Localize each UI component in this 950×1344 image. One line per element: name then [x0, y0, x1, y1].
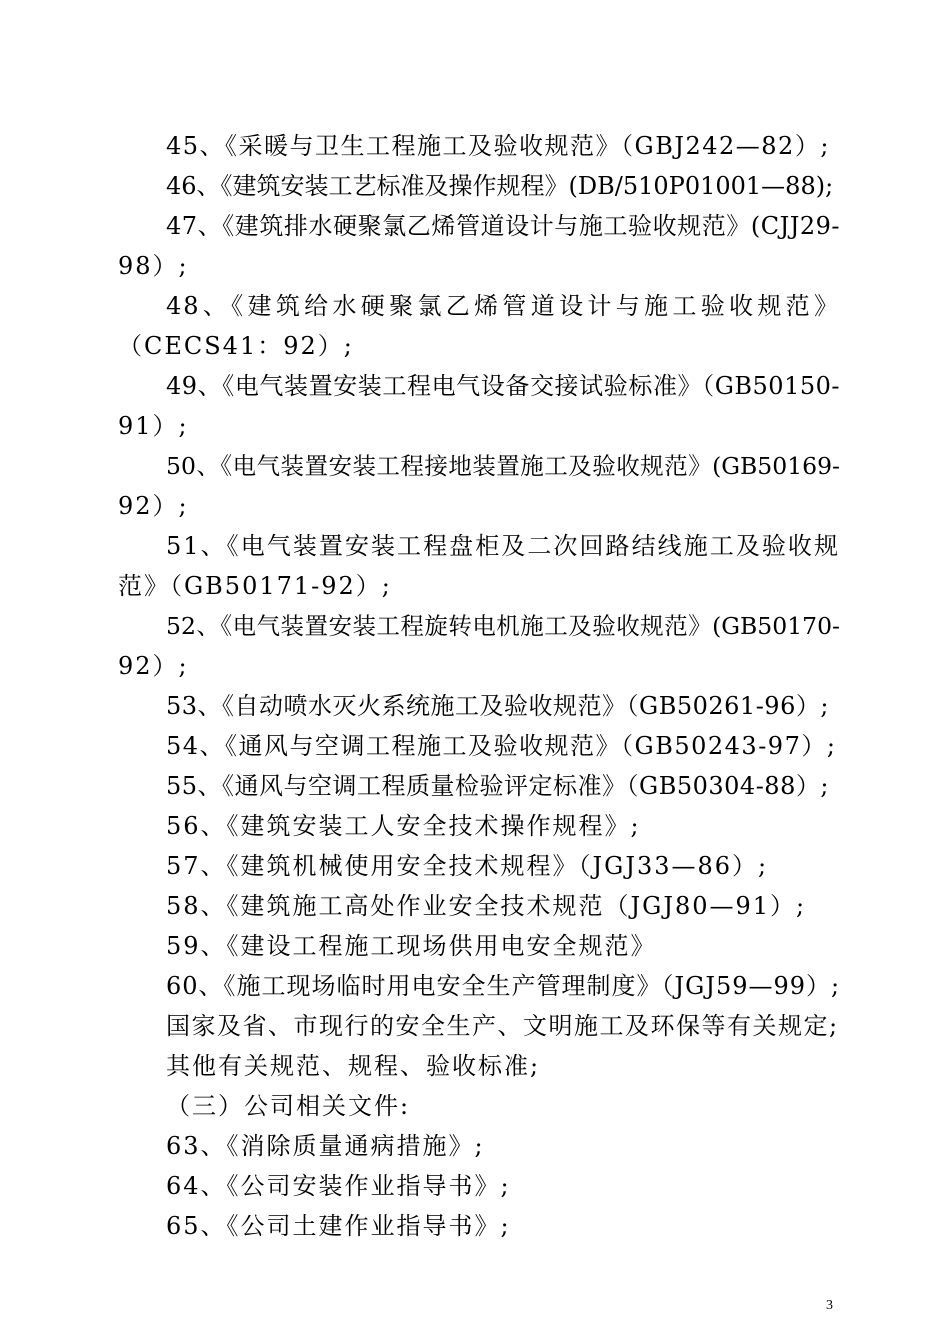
text-line-50: 50、《电气装置安装工程接地装置施工及验收规范》(GB50169- [166, 452, 840, 480]
section-heading-company-documents: （三）公司相关文件: [166, 1092, 411, 1120]
text-line-57: 57、《建筑机械使用安全技术规程》（JGJ33—86）; [166, 852, 769, 880]
text-line-51-cont: 范》（GB50171-92）; [118, 572, 392, 600]
text-line-49-cont: 91）; [118, 412, 189, 440]
text-line-45: 45、《采暖与卫生工程施工及验收规范》（GBJ242—82）; [166, 132, 830, 160]
text-line-60: 60、《施工现场临时用电安全生产管理制度》（JGJ59—99）; [166, 972, 841, 1000]
text-line-59: 59、《建设工程施工现场供用电安全规范》 [166, 932, 657, 960]
text-line-51: 51、《电气装置安装工程盘柜及二次回路结线施工及验收规 [166, 532, 840, 560]
text-line-47: 47、《建筑排水硬聚氯乙烯管道设计与施工验收规范》(CJJ29- [166, 212, 840, 240]
text-line-46: 46、《建筑安装工艺标准及操作规程》(DB/510P01001—88); [166, 172, 834, 200]
text-line-48-cont: （CECS41：92）; [118, 332, 354, 360]
text-line-65: 65、《公司土建作业指导书》; [166, 1212, 511, 1240]
text-line-52: 52、《电气装置安装工程旋转电机施工及验收规范》(GB50170- [166, 612, 840, 640]
text-line-63: 63、《消除质量通病措施》; [166, 1132, 485, 1160]
text-line-64: 64、《公司安装作业指导书》; [166, 1172, 511, 1200]
text-line-53: 53、《自动喷水灭火系统施工及验收规范》（GB50261-96）; [166, 692, 829, 720]
text-line-54: 54、《通风与空调工程施工及验收规范》（GB50243-97）; [166, 732, 837, 760]
text-line-other-standards: 其他有关规范、规程、验收标准; [166, 1052, 541, 1080]
text-line-48: 48、《建筑给水硬聚氯乙烯管道设计与施工验收规范》 [166, 292, 840, 320]
page-number: 3 [826, 1298, 833, 1313]
text-line-52-cont: 92）; [118, 652, 189, 680]
document-body [118, 126, 840, 1246]
text-line-56: 56、《建筑安装工人安全技术操作规程》; [166, 812, 641, 840]
text-line-58: 58、《建筑施工高处作业安全技术规范（JGJ80—91）; [166, 892, 807, 920]
text-line-47-cont: 98）; [118, 252, 189, 280]
text-line-55: 55、《通风与空调工程质量检验评定标准》（GB50304-88）; [166, 772, 829, 800]
text-line-50-cont: 92）; [118, 492, 189, 520]
text-line-national-regulations: 国家及省、市现行的安全生产、文明施工及环保等有关规定; [166, 1012, 839, 1040]
text-line-49: 49、《电气装置安装工程电气设备交接试验标准》（GB50150- [166, 372, 840, 400]
